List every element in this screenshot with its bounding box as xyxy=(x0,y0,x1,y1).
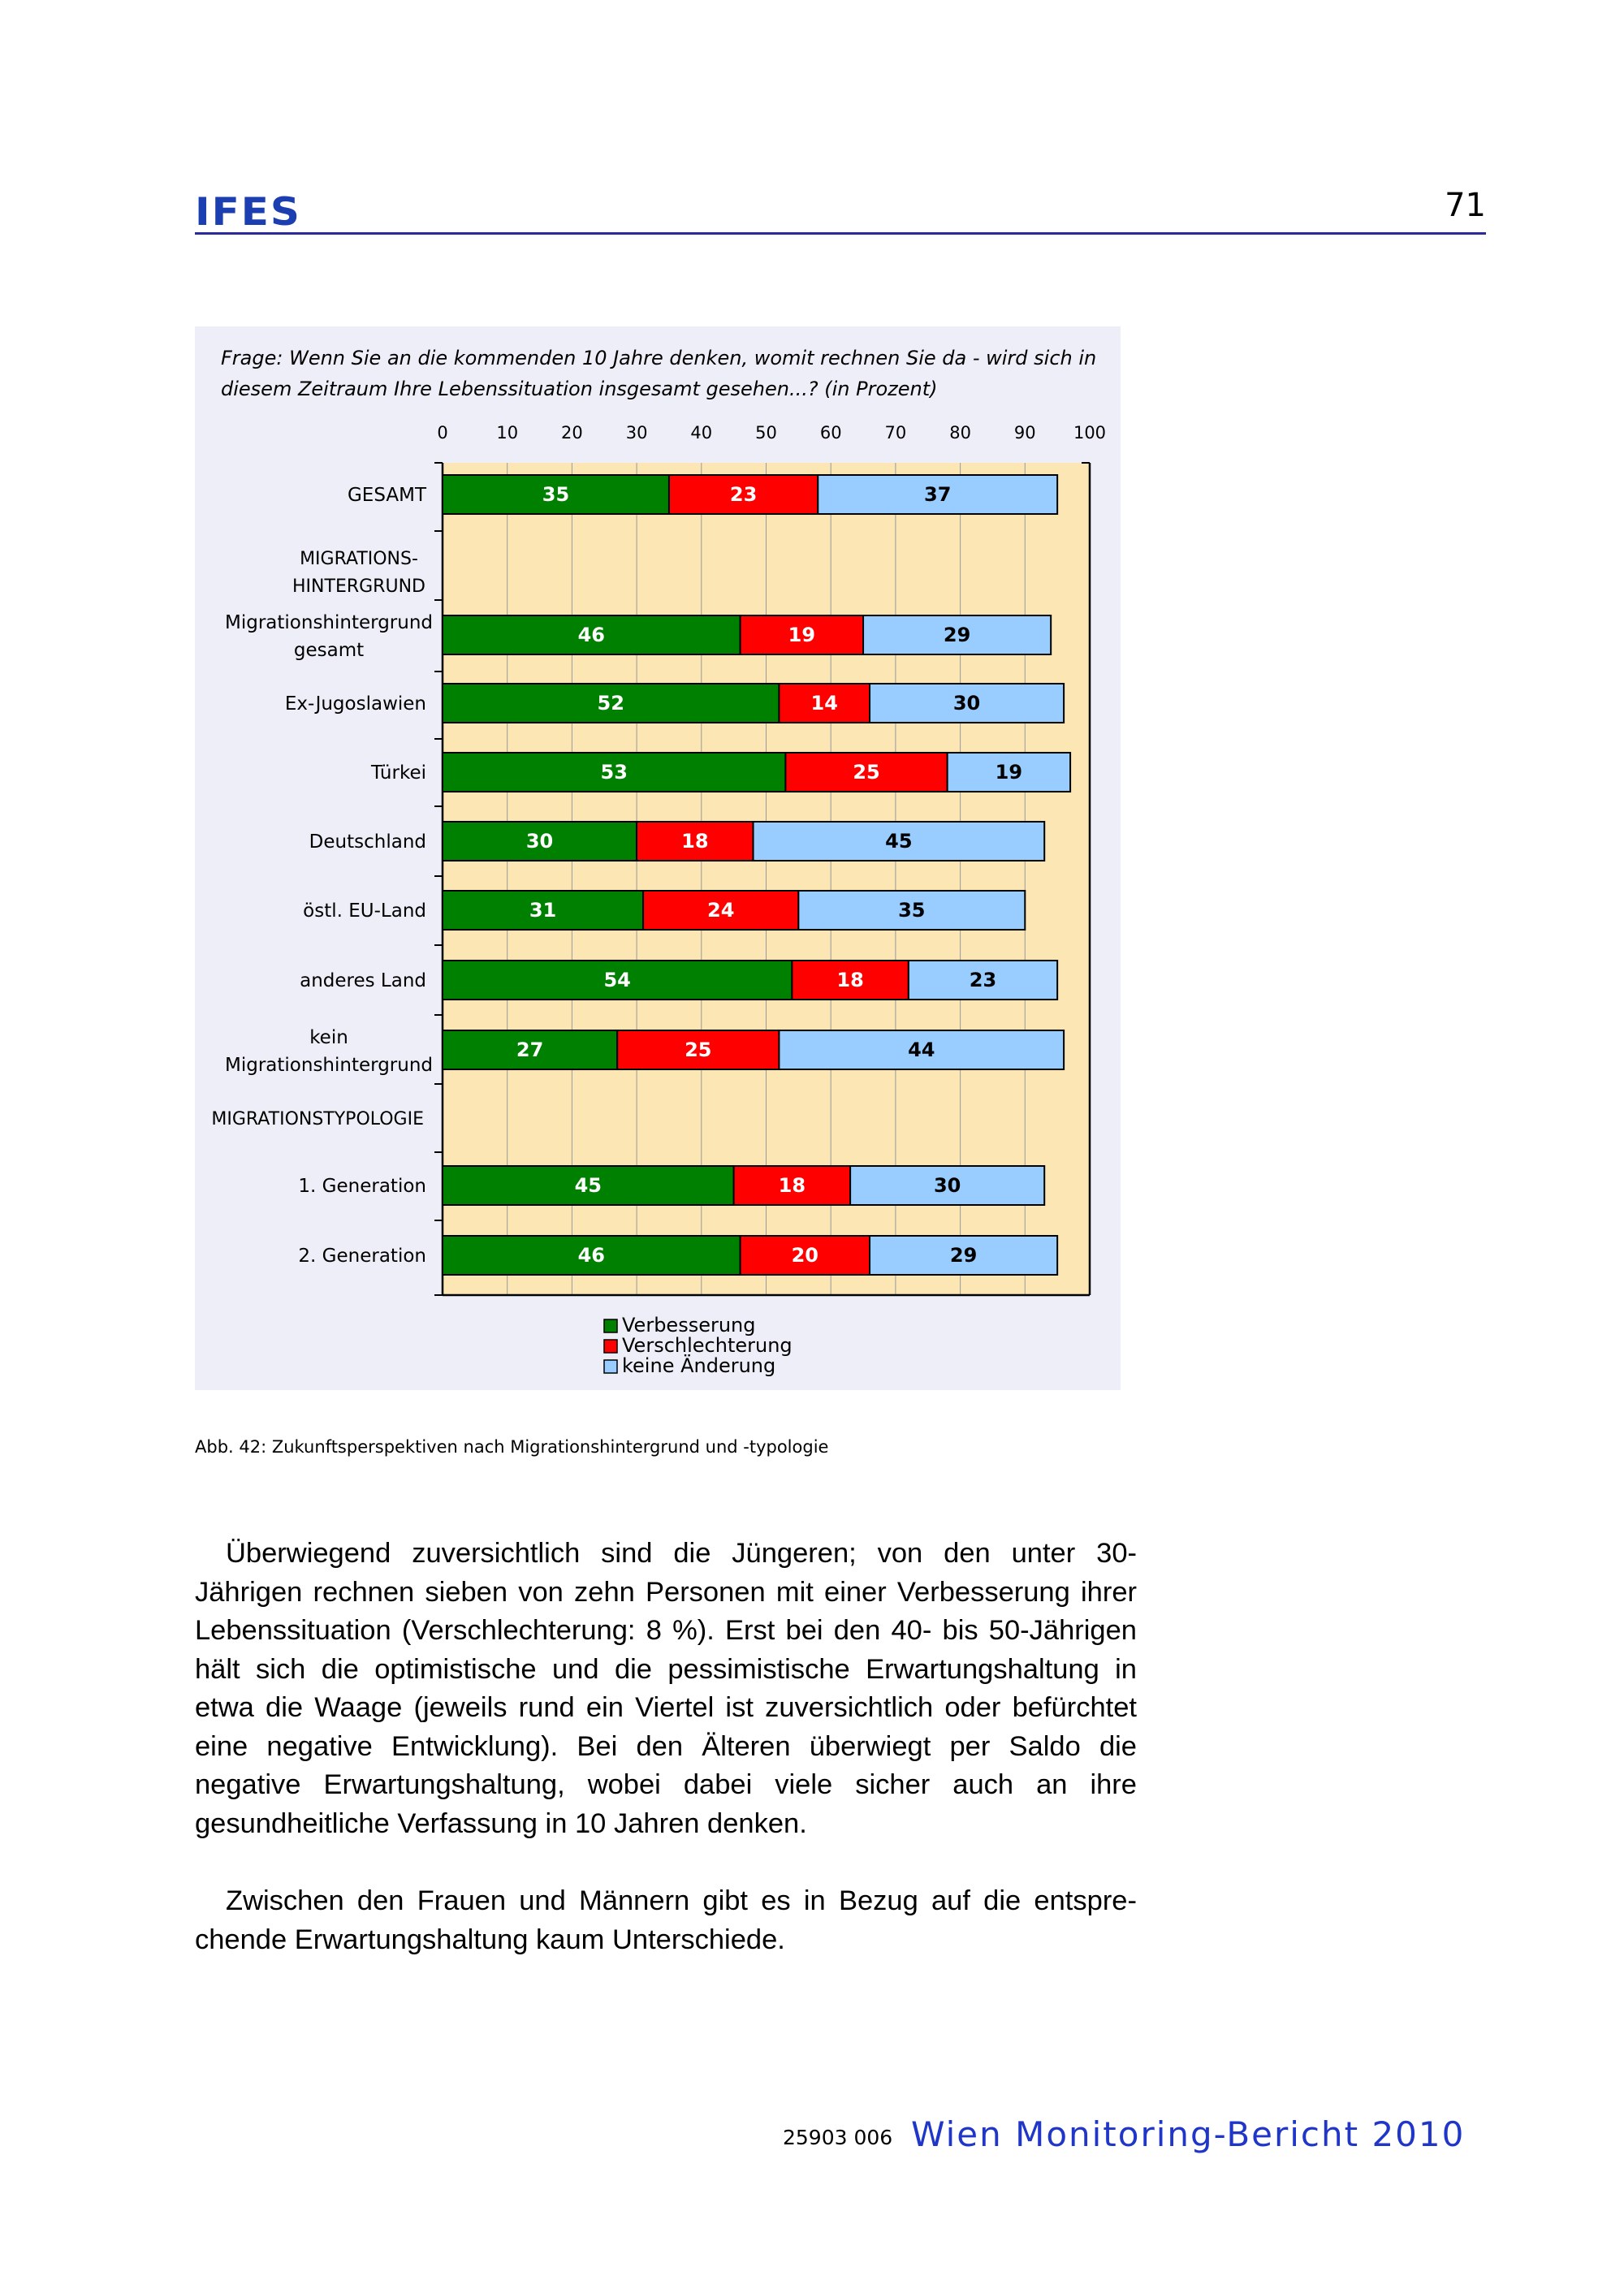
data-label: 30 xyxy=(933,1174,961,1197)
category-label: GESAMT xyxy=(347,485,426,506)
chart-container xyxy=(195,326,1121,1390)
ifes-logo: IFES xyxy=(195,189,301,235)
category-label: 1. Generation xyxy=(298,1176,426,1197)
category-label: kein Migrationshintergrund xyxy=(225,1027,433,1076)
data-label: 18 xyxy=(681,830,709,853)
data-label: 24 xyxy=(707,899,735,922)
legend-swatch xyxy=(604,1360,617,1373)
x-tick-label: 100 xyxy=(1073,423,1107,443)
data-label: 52 xyxy=(597,692,624,715)
chart-question: Frage: Wenn Sie an die kommenden 10 Jahre denken, womit rechnen Sie da - wird sich in diesem Zeitraum Ihre Lebenssituation insgesamt gesehen...? (in Prozent) xyxy=(221,347,1097,400)
data-label: 54 xyxy=(603,969,631,991)
x-tick-label: 30 xyxy=(625,423,648,443)
x-tick-label: 40 xyxy=(690,423,713,443)
data-label: 19 xyxy=(995,761,1023,784)
data-label: 35 xyxy=(542,483,570,506)
x-tick-label: 60 xyxy=(819,423,842,443)
data-label: 45 xyxy=(574,1174,603,1197)
data-label: 20 xyxy=(791,1244,819,1267)
body-paragraph-1: Überwiegend zuversichtlich sind die Jüngeren; von den unter 30-Jährigen rechnen sieben von zehn Personen mit einer Verbesserung ihrer Lebenssituation (Verschlechterung: 8 %). Erst bei den 40- bis 50-Jährigen hält sich die optimistische und die pessimistische Erwartungshaltung in etwa die Waage (jeweils rund ein Viertel ist zuversichtlich oder befürchtet eine negative Entwicklung). Bei den Älteren überwiegt per Saldo die negative Erwartungshaltung, wobei dabei viele sicher auch an ihre gesundheitliche Verfassung in 10 Jahren denken. xyxy=(195,1538,1137,1839)
x-tick-label: 50 xyxy=(755,423,777,443)
report-code: 25903 006 xyxy=(783,2126,893,2149)
data-label: 46 xyxy=(577,1244,606,1267)
section-label: MIGRATIONSTYPOLOGIE xyxy=(211,1109,424,1129)
category-label: Ex-Jugoslawien xyxy=(284,693,426,715)
body-paragraph-2: Zwischen den Frauen und Männern gibt es in Bezug auf die entsprechende Erwartungshaltung kaum Unterschiede. xyxy=(195,1885,1137,1955)
x-tick-label: 0 xyxy=(437,423,448,443)
data-label: 29 xyxy=(943,624,971,646)
data-label: 23 xyxy=(729,483,758,506)
x-tick-label: 20 xyxy=(561,423,583,443)
data-label: 27 xyxy=(516,1039,544,1061)
data-label: 30 xyxy=(952,692,981,715)
data-label: 45 xyxy=(885,830,913,853)
legend-label: Verschlechterung xyxy=(622,1334,793,1357)
report-title: Wien Monitoring-Bericht 2010 xyxy=(911,2114,1466,2154)
data-label: 18 xyxy=(836,969,864,991)
figure-caption: Abb. 42: Zukunftsperspektiven nach Migrationshintergrund und -typologie xyxy=(195,1437,829,1457)
stacked-bar-chart xyxy=(195,326,1121,1390)
category-label: 2. Generation xyxy=(298,1246,426,1267)
legend-label: Verbesserung xyxy=(622,1314,756,1337)
data-label: 46 xyxy=(577,624,606,646)
data-label: 30 xyxy=(525,830,554,853)
x-tick-label: 80 xyxy=(949,423,971,443)
category-label: anderes Land xyxy=(300,970,426,991)
data-label: 14 xyxy=(810,692,838,715)
data-label: 44 xyxy=(908,1039,935,1061)
data-label: 23 xyxy=(969,969,997,991)
data-label: 31 xyxy=(529,899,557,922)
x-tick-label: 70 xyxy=(884,423,907,443)
data-label: 19 xyxy=(788,624,816,646)
header-rule xyxy=(195,232,1486,235)
data-label: 25 xyxy=(853,761,880,784)
category-label: östl. EU-Land xyxy=(303,900,426,922)
data-label: 53 xyxy=(600,761,628,784)
data-label: 25 xyxy=(685,1039,712,1061)
x-tick-label: 90 xyxy=(1013,423,1036,443)
page-number: 71 xyxy=(1445,187,1486,224)
data-label: 18 xyxy=(778,1174,806,1197)
legend-swatch xyxy=(604,1340,617,1353)
category-label: Deutschland xyxy=(309,831,426,853)
section-label: MIGRATIONS-HINTERGRUND xyxy=(292,549,425,597)
legend-label: keine Änderung xyxy=(622,1354,776,1377)
data-label: 29 xyxy=(949,1244,978,1267)
x-tick-label: 10 xyxy=(496,423,519,443)
category-label: Türkei xyxy=(371,762,426,784)
data-label: 37 xyxy=(924,483,952,506)
category-label: Migrationshintergrund gesamt xyxy=(225,612,433,661)
data-label: 35 xyxy=(898,899,926,922)
legend-swatch xyxy=(604,1319,617,1332)
